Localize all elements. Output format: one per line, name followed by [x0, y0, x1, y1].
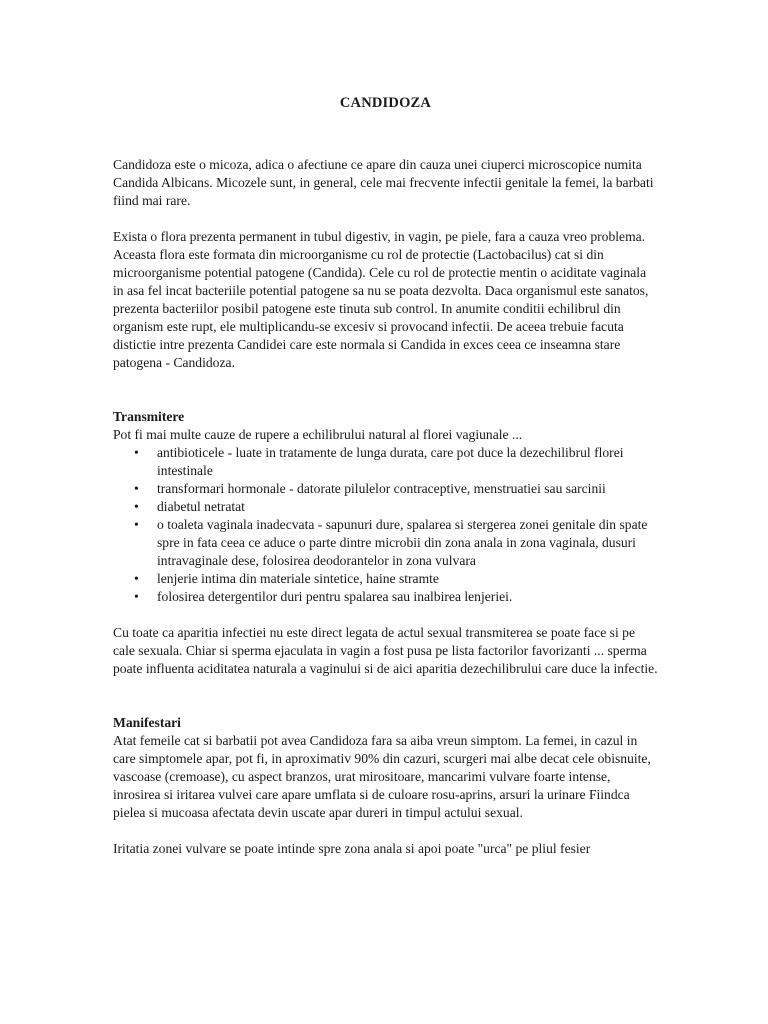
document-page [113, 94, 658, 876]
section-heading-transmitere: Transmitere [113, 409, 185, 424]
document-title: CANDIDOZA [339, 95, 432, 111]
bullet-icon: • [134, 445, 139, 460]
bullet-icon: • [134, 517, 139, 532]
transmitere-causes-list [113, 444, 658, 606]
list-item-text: lenjerie intima din materiale sintetice, haine stramte [157, 571, 439, 586]
list-item [134, 516, 658, 570]
list-item-text: diabetul netratat [157, 499, 245, 514]
list-item [134, 444, 658, 480]
list-item [134, 498, 658, 516]
transmitere-lead: Pot fi mai multe cauze de rupere a echilibrului natural al florei vagiunale ... [113, 427, 523, 442]
bullet-icon: • [134, 571, 139, 586]
manifestari-paragraph-2: Iritatia zonei vulvare se poate intinde spre zona anala si apoi poate "urca" pe pliul fesier [113, 841, 591, 856]
bullet-icon: • [134, 499, 139, 514]
intro-paragraph-2: Exista o flora prezenta permanent in tubul digestiv, in vagin, pe piele, fara a cauza vreo problema. Aceasta flora este formata din microorganisme cu rol de protectie (Lactobacilus) cat si din microorganisme potential patogene (Candida). Cele cu rol de protectie mentin o aciditate vaginala in asa fel incat bacteriile potential patogene sa nu se poata dezvolta. Daca organismul este sanatos, prezenta bacteriilor posibil patogene este tinuta sub control. In anumite conditii echilibrul din organism este rupt, ele multiplicandu-se excesiv si provocand infectii. De aceea trebuie facuta distictie intre prezenta Candidei care este normala si Candida in exces ceea ce inseamna stare patogena - Candidoza. [113, 229, 649, 370]
section-heading-manifestari: Manifestari [113, 715, 181, 730]
bullet-icon: • [134, 589, 139, 604]
bullet-icon: • [134, 481, 139, 496]
list-item-text: antibioticele - luate in tratamente de lunga durata, care pot duce la dezechilibrul florei intestinale [157, 445, 624, 478]
transmitere-closing-paragraph: Cu toate ca aparitia infectiei nu este direct legata de actul sexual transmiterea se poate face si pe cale sexuala. Chiar si sperma ejaculata in vagin a fost pusa pe lista factorilor favorizanti ... sperma poate influenta aciditatea naturala a vaginului si de aici aparitia dezechilibrului care duce la infectie. [113, 625, 658, 676]
list-item-text: transformari hormonale - datorate pilulelor contraceptive, menstruatiei sau sarcinii [157, 481, 606, 496]
list-item-text: o toaleta vaginala inadecvata - sapunuri dure, spalarea si stergerea zonei genitale din spate spre in fata ceea ce aduce o parte dintre microbii din zona anala in zona vaginala, dusuri intravaginale dese, folosirea deodorantelor in zona vulvara [157, 517, 648, 568]
list-item [134, 480, 658, 498]
list-item [134, 570, 658, 588]
list-item-text: folosirea detergentilor duri pentru spalarea sau inalbirea lenjeriei. [157, 589, 513, 604]
list-item [134, 588, 658, 606]
manifestari-paragraph-1: Atat femeile cat si barbatii pot avea Candidoza fara sa aiba vreun simptom. La femei, in cazul in care simptomele apar, pot fi, in aproximativ 90% din cazuri, scurgeri mai albe decat cele obisnuite, vascoase (cremoase), cu aspect branzos, urat mirositoare, mancarimi vulvare foarte intense, inrosirea si iritarea vulvei care apare umflata si de culoare rosu-aprins, arsuri la urinare Fiindca pielea si mucoasa afectata devin uscate apar dureri in timpul actului sexual. [113, 733, 651, 820]
intro-paragraph-1: Candidoza este o micoza, adica o afectiune ce apare din cauza unei ciuperci microscopice numita Candida Albicans. Micozele sunt, in general, cele mai frecvente infectii genitale la femei, la barbati fiind mai rare. [113, 157, 654, 208]
